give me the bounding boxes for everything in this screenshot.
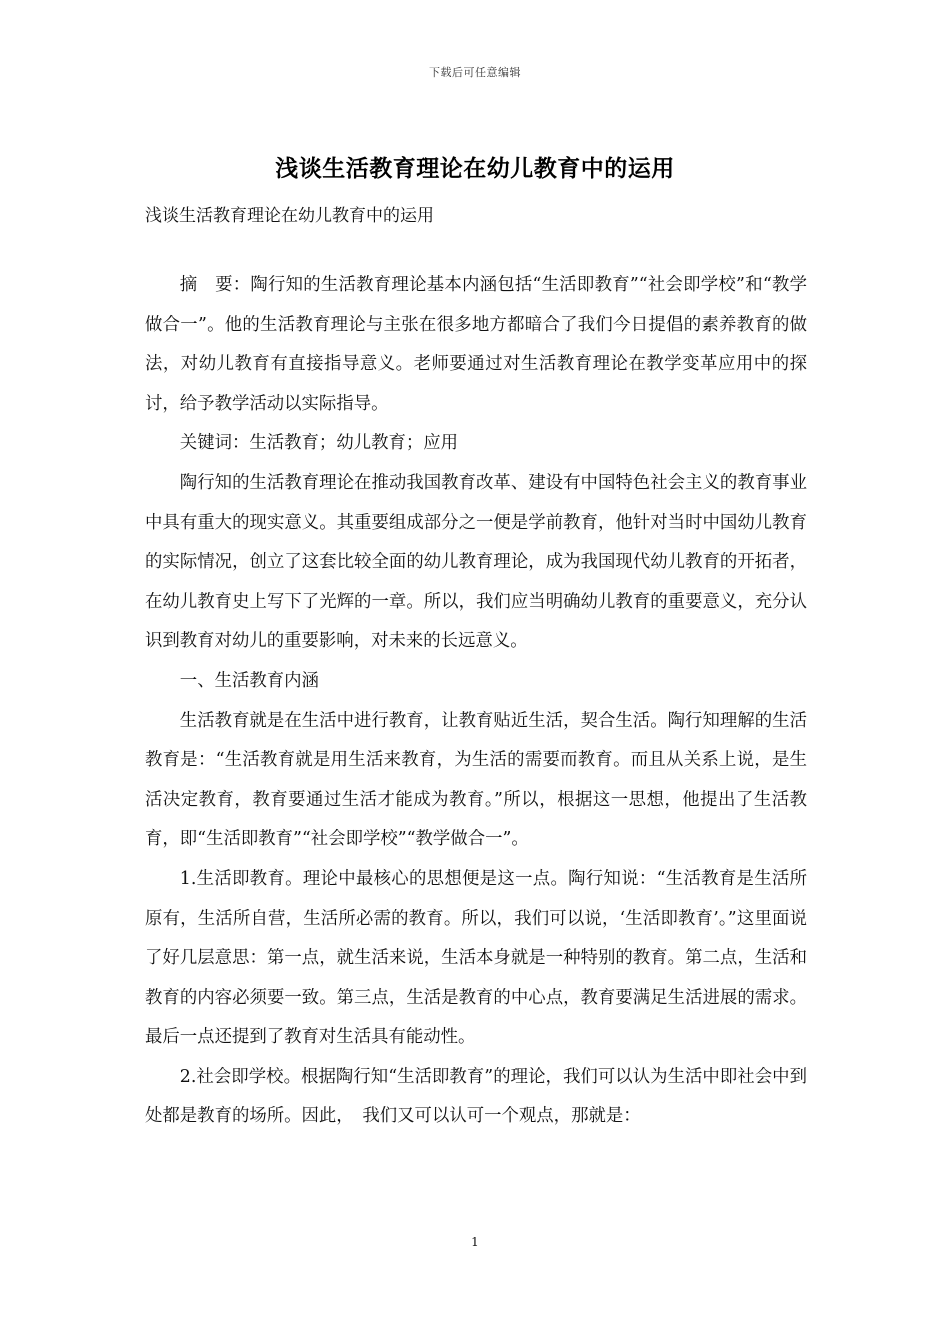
section-heading: 一、生活教育内涵 xyxy=(179,670,319,691)
keywords-paragraph: 关键词：生活教育；幼儿教育；应用 xyxy=(179,433,459,454)
abstract-paragraph: 摘 要：陶行知的生活教育理论基本内涵包括“生活即教育”“社会即学校”和“教学做合一”。他的生活教育理论与主张在很多地方都暗合了我们今日提倡的素养教育的做法，对幼儿教育有直接指导意义。老师要通过对生活教育理论在教学变革应用中的探讨，给予教学活动以实际指导。 xyxy=(145,275,807,414)
header-note: 下载后可任意编辑 xyxy=(429,66,521,79)
page-number: 1 xyxy=(471,1235,479,1249)
document-subtitle: 浅谈生活教育理论在幼儿教育中的运用 xyxy=(145,206,434,226)
body-paragraph: 生活教育就是在生活中进行教育，让教育贴近生活，契合生活。陶行知理解的生活教育是：“生活教育就是用生活来教育，为生活的需要而教育。而且从关系上说，是生活决定教育，教育要通过生活才能成为教育。”所以，根据这一思想，他提出了生活教育，即“生活即教育”“社会即学校”“教学做合一”。 xyxy=(145,710,807,850)
body-paragraph: 2.社会即学校。根据陶行知“生活即教育”的理论，我们可以认为生活中即社会中到处都是教育的场所。因此， 我们又可以认可一个观点，那就是： xyxy=(145,1066,807,1127)
body-paragraph: 1.生活即教育。理论中最核心的思想便是这一点。陶行知说：“生活教育是生活所原有，生活所自营，生活所必需的教育。所以，我们可以说，‘生活即教育’。”这里面说了好几层意思：第一点，就生活来说，生活本身就是一种特别的教育。第二点，生活和教育的内容必须要一致。第三点，生活是教育的中心点，教育要满足生活进展的需求。最后一点还提到了教育对生活具有能动性。 xyxy=(145,868,807,1048)
document-body xyxy=(145,266,807,1137)
intro-paragraph: 陶行知的生活教育理论在推动我国教育改革、建设有中国特色社会主义的教育事业中具有重大的现实意义。其重要组成部分之一便是学前教育，他针对当时中国幼儿教育的实际情况，创立了这套比较全面的幼儿教育理论，成为我国现代幼儿教育的开拓者，在幼儿教育史上写下了光辉的一章。所以，我们应当明确幼儿教育的重要意义，充分认识到教育对幼儿的重要影响，对未来的长远意义。 xyxy=(145,472,807,652)
document-title: 浅谈生活教育理论在幼儿教育中的运用 xyxy=(275,156,675,182)
